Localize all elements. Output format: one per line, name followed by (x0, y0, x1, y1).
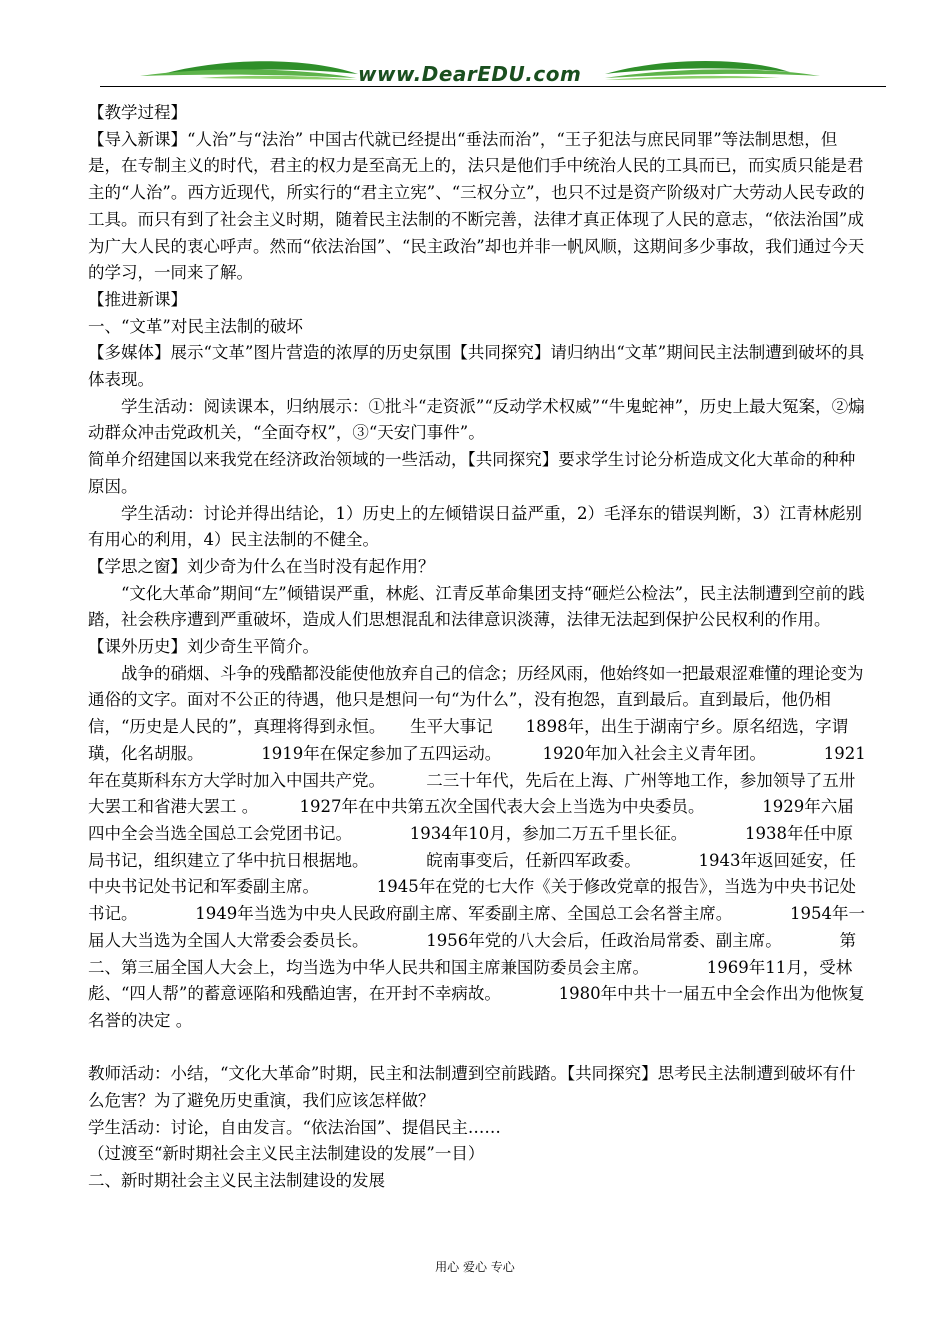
paragraph-introduction: 【导入新课】“人治”与“法治” 中国古代就已经提出“垂法而治”，“王子犯法与庶民同罪”等法制思想，但是，在专制主义的时代，君主的权力是至高无上的，法只是他们手中统治人民的工具而已，而实质只能是君主的“人治”。西方近现代，所实行的“君主立宪”、“三权分立”，也只不过是资产阶级对广大劳动人民专政的工具。而只有到了社会主义时期，随着民主法制的不断完善，法律才真正体现了人民的意志，“依法治国”成为广大人民的衷心呼声。然而“依法治国”、“民主政治”却也并非一帆风顺，这期间多少事故，我们通过今天的学习，一同来了解。 (88, 129, 865, 283)
section-heading-teaching-process: 【教学过程】 (88, 103, 187, 122)
header-rule (100, 86, 886, 87)
paragraph-biography: 战争的硝烟、斗争的残酷都没能使他放弃自己的信念；历经风雨，他始终如一把最艰涩难懂的理论变为通俗的文字。面对不公正的待遇，他只是想问一句“为什么”，没有抱怨，直到最后。直到最后，他仍相信，“历史是人民的”，真理将得到永恒。 生平大事记 1898年，出生于湖南宁乡。原名绍选，字谓璜，化名胡服。 1919年在保定参加了五四运动。 1920年加入社会主义青年团。 1921年在莫斯科东方大学时加入中国共产党。 二三十年代，先后在上海、广州等地工作，参加领导了五卅大罢工和省港大罢工 。 1927年在中共第五次全国代表大会上当选为中央委员。 1929年六届四中全会当选全国总工会党团书记。 1934年10月，参加二万五千里长征。 1938年任中原局书记，组织建立了华中抗日根据地。 皖南事变后，任新四军政委。 1943年返回延安，任中央书记处书记和军委副主席。 1945年在党的七大作《关于修改党章的报告》，当选为中央书记处书记。 1949年当选为中央人民政府副主席、军委副主席、全国总工会名誉主席。 1954年一届人大当选为全国人大常委会委员长。 1956年党的八大会后，任政治局常委、副主席。 第二、第三届全国人大会上，均当选为中华人民共和国主席兼国防委员会主席。 1969年11月，受林彪、“四人帮”的蓄意诬陷和残酷迫害，在开封不幸病故。 1980年中共十一届五中全会作出为他恢复名誉的决定 。 (88, 663, 866, 1030)
paragraph-multimedia: 【多媒体】展示“文革”图片营造的浓厚的历史氛围【共同探究】请归纳出“文革”期间民主法制遭到破坏的具体表现。 (88, 343, 865, 390)
site-logo: www.DearEDU.com (358, 62, 582, 86)
paragraph-transition: （过渡至“新时期社会主义民主法制建设的发展”一目） (88, 1144, 485, 1164)
paragraph-student-activity-3: 学生活动：讨论，自由发言。“依法治国”、提倡民主…… (88, 1117, 501, 1137)
paragraph-extracurricular-history: 【课外历史】刘少奇生平简介。 (88, 637, 319, 657)
site-header (100, 52, 886, 92)
paragraph-thinking-window: 【学思之窗】刘少奇为什么在当时没有起作用？ (88, 556, 435, 576)
subheading-cultural-revolution: 一、“文革”对民主法制的破坏 (88, 316, 303, 336)
blank-line (88, 1035, 866, 1062)
lesson-content (88, 100, 866, 1195)
paragraph-thinking-answer: “文化大革命”期间“左”倾错误严重，林彪、江青反革命集团支持“砸烂公检法”，民主法制遭到空前的践踏，社会秩序遭到严重破坏，造成人们思想混乱和法律意识淡薄，法律无法起到保护公民权利的作用。 (88, 583, 865, 630)
subheading-new-era: 二、新时期社会主义民主法制建设的发展 (88, 1171, 385, 1191)
page-footer: 用心 爱心 专心 (435, 1260, 515, 1274)
paragraph-student-activity-2: 学生活动：讨论并得出结论，1）历史上的左倾错误日益严重，2）毛泽东的错误判断，3）江青林彪别有用心的利用，4）民主法制的不健全。 (88, 503, 862, 550)
section-heading-new-lesson: 【推进新课】 (88, 289, 187, 309)
paragraph-teacher-activity: 教师活动：小结，“文化大革命”时期，民主和法制遭到空前践踏。【共同探究】思考民主法制遭到破坏有什么危害？为了避免历史重演，我们应该怎样做？ (88, 1064, 856, 1110)
paragraph-student-activity-1: 学生活动：阅读课本，归纳展示：①批斗“走资派”“反动学术权威”“牛鬼蛇神”，历史上最大冤案，②煽动群众冲击党政机关，“全面夺权”，③“天安门事件”。 (88, 396, 865, 443)
paragraph-brief-introduction: 简单介绍建国以来我党在经济政治领域的一些活动，【共同探究】要求学生讨论分析造成文化大革命的种种原因。 (88, 450, 856, 496)
